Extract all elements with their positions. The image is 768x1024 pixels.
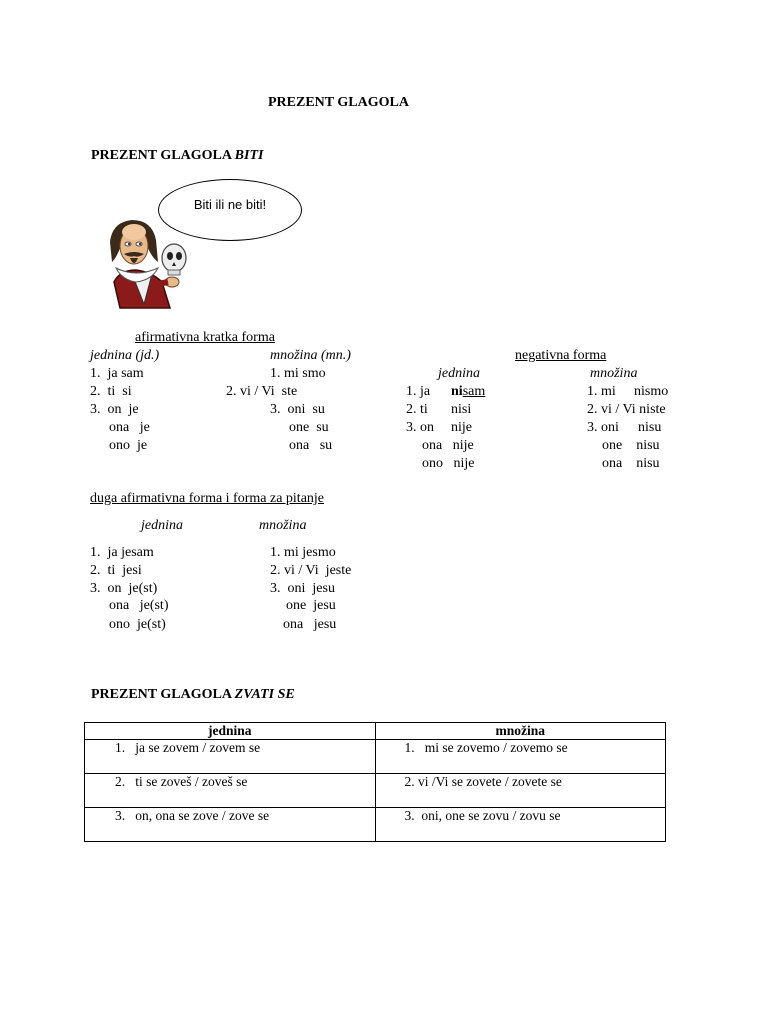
negative-singular-3-verb: nije bbox=[451, 420, 472, 435]
negative-singular-2-pronoun: 2. ti bbox=[406, 402, 428, 417]
long-form-plural-label: množina bbox=[259, 518, 307, 533]
negative-heading: negativna forma bbox=[515, 348, 607, 363]
affirmative-plural-label: množina (mn.) bbox=[270, 348, 351, 363]
table-cell-text: 2. ti se zoveš / zoveš se bbox=[115, 774, 248, 789]
affirmative-singular-3b: ona je bbox=[109, 420, 150, 435]
long-form-singular-2: 2. ti jesi bbox=[90, 563, 142, 578]
long-form-plural-3: 3. oni jesu bbox=[270, 581, 335, 596]
affirmative-plural-3: 3. oni su bbox=[270, 402, 325, 417]
long-form-plural-1: 1. mi jesmo bbox=[270, 545, 336, 560]
table-cell-text: 3. oni, one se zovu / zovu se bbox=[404, 808, 561, 823]
long-form-plural-3c: ona jesu bbox=[283, 617, 337, 632]
shakespeare-skull-illustration bbox=[92, 212, 202, 310]
section-title-zvati bbox=[91, 688, 295, 702]
negative-plural-1-verb: nismo bbox=[634, 384, 669, 399]
negative-singular-1-pronoun: 1. ja bbox=[406, 384, 431, 399]
affirmative-singular-3c: ono je bbox=[109, 438, 148, 453]
negative-singular-label: jednina bbox=[438, 366, 480, 381]
negative-singular-3-pronoun: 3. on bbox=[406, 420, 434, 435]
table-row bbox=[85, 808, 666, 842]
long-form-plural-2: 2. vi / Vi jeste bbox=[270, 563, 352, 578]
section-title-prefix: PREZENT GLAGOLA bbox=[91, 148, 235, 163]
section-title-zvati-verb: ZVATI SE bbox=[234, 687, 295, 702]
table-row bbox=[85, 774, 666, 808]
section-title-verb: BITI bbox=[234, 148, 264, 163]
negative-singular-2-verb: nisi bbox=[451, 402, 472, 417]
table-cell bbox=[375, 808, 666, 842]
table-cell-text: 2. vi /Vi se zovete / zovete se bbox=[404, 774, 562, 789]
table-cell-text: 1. mi se zovemo / zovemo se bbox=[404, 740, 568, 755]
affirmative-plural-2: 2. vi / Vi ste bbox=[226, 384, 298, 399]
table-cell-text: 1. ja se zovem / zovem se bbox=[115, 740, 261, 755]
affirmative-plural-3b: one su bbox=[289, 420, 329, 435]
section-title-zvati-prefix: PREZENT GLAGOLA bbox=[91, 687, 235, 702]
negative-plural-1-pronoun: 1. mi bbox=[587, 384, 616, 399]
zvati-se-table bbox=[84, 722, 666, 842]
table-cell bbox=[85, 740, 376, 774]
negative-root: sam bbox=[462, 384, 486, 399]
negative-singular-3b: ona nije bbox=[422, 438, 474, 453]
table-cell-text: 3. on, ona se zove / zove se bbox=[115, 808, 270, 823]
table-cell bbox=[375, 774, 666, 808]
table-header-plural: množina bbox=[375, 723, 666, 740]
negative-plural-3c: ona nisu bbox=[602, 456, 660, 471]
long-form-singular-3: 3. on je(st) bbox=[90, 581, 158, 596]
long-form-heading: duga afirmativna forma i forma za pitanje bbox=[90, 491, 325, 506]
page-title: PREZENT GLAGOLA bbox=[268, 95, 409, 110]
table-cell bbox=[375, 740, 666, 774]
table-cell bbox=[85, 774, 376, 808]
section-title-biti bbox=[91, 149, 263, 163]
affirmative-plural-3c: ona su bbox=[289, 438, 333, 453]
negative-singular-1-verb bbox=[451, 385, 485, 399]
affirmative-short-heading: afirmativna kratka forma bbox=[135, 330, 275, 345]
long-form-singular-label: jednina bbox=[141, 518, 183, 533]
long-form-plural-3b: one jesu bbox=[286, 598, 336, 613]
affirmative-singular-label: jednina (jd.) bbox=[90, 348, 160, 363]
negative-plural-3-pronoun: 3. oni bbox=[587, 420, 619, 435]
negative-plural-3-verb: nisu bbox=[638, 420, 662, 435]
table-header-row bbox=[85, 723, 666, 740]
table-cell bbox=[85, 808, 376, 842]
affirmative-singular-1: 1. ja sam bbox=[90, 366, 144, 381]
table-header-singular: jednina bbox=[85, 723, 376, 740]
long-form-singular-3c: ono je(st) bbox=[109, 617, 166, 632]
negative-prefix: ni bbox=[451, 384, 463, 399]
negative-plural-label: množina bbox=[590, 366, 638, 381]
negative-plural-2: 2. vi / Vi niste bbox=[587, 402, 666, 417]
affirmative-singular-3: 3. on je bbox=[90, 402, 139, 417]
affirmative-plural-1: 1. mi smo bbox=[270, 366, 326, 381]
negative-plural-3b: one nisu bbox=[602, 438, 660, 453]
speech-bubble-text: Biti ili ne biti! bbox=[193, 197, 267, 212]
table-row bbox=[85, 740, 666, 774]
long-form-singular-3b: ona je(st) bbox=[109, 598, 169, 613]
long-form-singular-1: 1. ja jesam bbox=[90, 545, 154, 560]
affirmative-singular-2: 2. ti si bbox=[90, 384, 132, 399]
negative-singular-3c: ono nije bbox=[422, 456, 475, 471]
